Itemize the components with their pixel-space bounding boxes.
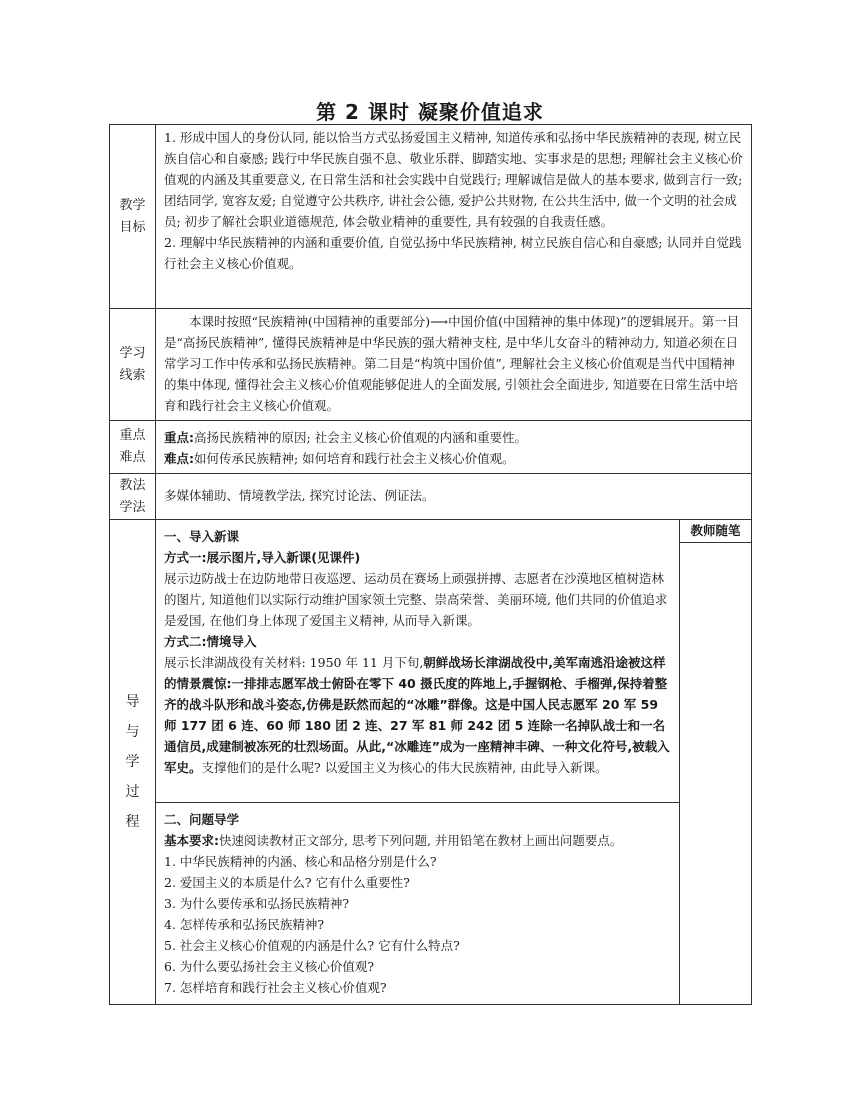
question-item: 4. 怎样传承和弘扬民族精神?: [164, 917, 325, 932]
question-item: 3. 为什么要传承和弘扬民族精神?: [164, 896, 350, 911]
objective-2: 2. 理解中华民族精神的内涵和重要价值, 自觉弘扬中华民族精神, 树立民族自信心和自豪感; 认同并自觉践行社会主义核心价值观。: [164, 235, 742, 271]
guide-content: [156, 520, 680, 1005]
teacher-notes-header: 教师随笔: [680, 520, 751, 543]
key-row: [110, 421, 752, 474]
intro-section: [156, 520, 679, 802]
teacher-notes-column: [680, 520, 752, 1005]
key-point: 重点:高扬民族精神的原因; 社会主义核心价值观的内涵和重要性。: [164, 430, 528, 445]
difficult-point: 难点:如何传承民族精神; 如何培育和践行社会主义核心价值观。: [164, 451, 515, 466]
page-title: 第 2 课时 凝聚价值追求: [316, 100, 544, 124]
questions-section: [156, 802, 679, 1004]
key-label: 重点 难点: [110, 421, 156, 474]
key-content: [156, 421, 752, 474]
objectives-row: [110, 125, 752, 309]
clue-row: [110, 309, 752, 421]
lesson-plan-table: [109, 124, 752, 1005]
way2-title: 方式二:情境导入: [164, 634, 257, 649]
question-item: 1. 中华民族精神的内涵、核心和品格分别是什么?: [164, 854, 437, 869]
clue-label: 学习 线索: [110, 309, 156, 421]
question-item: 5. 社会主义核心价值观的内涵是什么? 它有什么特点?: [164, 938, 460, 953]
objective-1: 1. 形成中国人的身份认同, 能以恰当方式弘扬爱国主义精神, 知道传承和弘扬中华民族精神的表现, 树立民族自信心和自豪感; 践行中华民族自强不息、敬业乐群、脚踏实地、实事求是的思想; 理解社会主义核心价值观的内涵及其重要意义, 在日常生活和社会实践中自觉践行; 理解诚信是做人的基本要求, 做到言行一致; 团结同学, 宽容友爱; 自觉遵守公共秩序, 讲社会公德, 爱护公共财物, 在公共生活中, 做一个文明的社会成员; 初步了解社会职业道德规范, 体会敬业精神的重要性, 具有较强的自我责任感。: [164, 130, 743, 229]
way2-text: 展示长津湖战役有关材料: 1950 年 11 月下旬,朝鲜战场长津湖战役中,美军南逃沿途被这样的情景震惊:一排排志愿军战士俯卧在零下 40 摄氏度的阵地上,手握钢枪、手榴弹,保持着整齐的战斗队形和战斗姿态,仿佛是跃然而起的“冰雕”群像。这是中国人民志愿军 20 军 59 师 177 团 6 连、60 师 180 团 2 连、27 军 81 师 242 团 5 连除一名掉队战士和一名通信员,成建制被冻死的壮烈场面。从此,“冰雕连”成为一座精神丰碑、一种文化符号,被载入军史。支撑他们的是什么呢? 以爱国主义为核心的伟大民族精神, 由此导入新课。: [164, 655, 670, 775]
guide-row: [110, 520, 752, 1005]
intro-heading: 一、导入新课: [164, 529, 240, 544]
way1-text: 展示边防战士在边防地带日夜巡逻、运动员在赛场上顽强拼搏、志愿者在沙漠地区植树造林的图片, 知道他们以实际行动维护国家领土完整、崇高荣誉、美丽环境, 他们共同的价值追求是爱国, 在他们身上体现了爱国主义精神, 从而导入新课。: [164, 571, 668, 628]
method-content: [156, 474, 752, 520]
objectives-content: [156, 125, 752, 309]
guide-label: 导 与 学 过 程: [110, 520, 156, 1005]
way1-title: 方式一:展示图片,导入新课(见课件): [164, 550, 361, 565]
objectives-label: 教学 目标: [110, 125, 156, 309]
method-label: 教法 学法: [110, 474, 156, 520]
method-row: [110, 474, 752, 520]
requirement: 基本要求:快速阅读教材正文部分, 思考下列问题, 并用铅笔在教材上画出问题要点。: [164, 833, 623, 848]
question-item: 2. 爱国主义的本质是什么? 它有什么重要性?: [164, 875, 410, 890]
clue-text: 本课时按照“民族精神(中国精神的重要部分)⟶中国价值(中国精神的集中体现)”的逻辑展开。第一目是“高扬民族精神”, 懂得民族精神是中华民族的强大精神支柱, 是中华儿女奋斗的精神动力, 知道必须在日常学习工作中传承和弘扬民族精神。第二目是“构筑中国价值”, 理解社会主义核心价值观是当代中国精神的集中体现, 懂得社会主义核心价值观能够促进人的全面发展, 引领社会全面进步, 知道要在日常生活中培育和践行社会主义核心价值观。: [164, 314, 740, 413]
question-item: 6. 为什么要弘扬社会主义核心价值观?: [164, 959, 375, 974]
questions-heading: 二、问题导学: [164, 812, 240, 827]
method-text: 多媒体辅助、情境教学法, 探究讨论法、例证法。: [164, 488, 435, 503]
question-item: 7. 怎样培育和践行社会主义核心价值观?: [164, 980, 387, 995]
clue-content: [156, 309, 752, 421]
